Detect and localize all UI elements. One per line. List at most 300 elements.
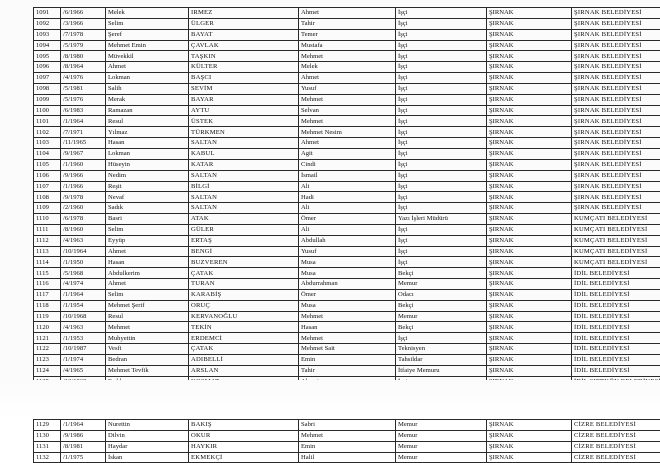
- job-title-cell: İşçi: [396, 138, 487, 149]
- birth-date-cell: /4/1963: [61, 322, 106, 333]
- row-number-cell: 1096: [34, 62, 61, 73]
- father-name-cell: Agit: [299, 148, 396, 159]
- job-title-cell: Memur: [396, 311, 487, 322]
- province-cell: ŞIRNAK: [487, 289, 572, 300]
- last-name-cell: BUZVEREN: [189, 257, 299, 268]
- first-name-cell: Basri: [106, 214, 189, 225]
- province-cell: ŞIRNAK: [487, 138, 572, 149]
- row-number-cell: 1098: [34, 83, 61, 94]
- institution-cell: İDİL BELEDİYESİ: [572, 300, 660, 311]
- first-name-cell: Salih: [106, 83, 189, 94]
- last-name-cell: SALTAN: [189, 138, 299, 149]
- birth-date-cell: /7/1978: [61, 29, 106, 40]
- province-cell: ŞIRNAK: [487, 344, 572, 355]
- institution-cell: İDİL BELEDİYESİ: [572, 322, 660, 333]
- province-cell: ŞIRNAK: [487, 73, 572, 84]
- birth-date-cell: /8/1980: [61, 51, 106, 62]
- father-name-cell: Mustafa: [299, 40, 396, 51]
- birth-date-cell: /9/1967: [61, 148, 106, 159]
- province-cell: ŞIRNAK: [487, 322, 572, 333]
- row-number-cell: 1094: [34, 40, 61, 51]
- table-row: [34, 18, 660, 29]
- birth-date-cell: /4/1976: [61, 73, 106, 84]
- table-row: [34, 192, 660, 203]
- institution-cell: İDİL BELEDİYESİ: [572, 365, 660, 376]
- institution-cell: ŞIRNAK BELEDİYESİ: [572, 181, 660, 192]
- province-cell: ŞIRNAK: [487, 214, 572, 225]
- last-name-cell: BİLGİ: [189, 181, 299, 192]
- job-title-cell: İşçi: [396, 8, 487, 19]
- institution-cell: KUMÇATI BELEDİYESİ: [572, 257, 660, 268]
- job-title-cell: İşçi: [396, 235, 487, 246]
- first-name-cell: Dilvin: [106, 430, 189, 441]
- last-name-cell: ÜLGER: [189, 18, 299, 29]
- row-number-cell: 1097: [34, 73, 61, 84]
- job-title-cell: İşçi: [396, 127, 487, 138]
- job-title-cell: İşçi: [396, 51, 487, 62]
- table-row: [34, 214, 660, 225]
- father-name-cell: Mehmet Sait: [299, 344, 396, 355]
- first-name-cell: Mehmet Emin: [106, 40, 189, 51]
- institution-cell: CİZRE BELEDİYESİ: [572, 452, 660, 463]
- row-number-cell: 1110: [34, 214, 61, 225]
- father-name-cell: İsmail: [299, 170, 396, 181]
- first-name-cell: Melek: [106, 8, 189, 19]
- father-name-cell: Hadi: [299, 192, 396, 203]
- job-title-cell: İşçi: [396, 333, 487, 344]
- institution-cell: İDİL BELEDİYESİ: [572, 311, 660, 322]
- row-number-cell: 1109: [34, 203, 61, 214]
- birth-date-cell: /1/1964: [61, 116, 106, 127]
- institution-cell: ŞIRNAK BELEDİYESİ: [572, 18, 660, 29]
- table-row: [34, 116, 660, 127]
- birth-date-cell: /1/1964: [61, 420, 106, 431]
- row-number-cell: 1102: [34, 127, 61, 138]
- province-cell: ŞIRNAK: [487, 365, 572, 376]
- job-title-cell: Tahsildar: [396, 355, 487, 366]
- institution-cell: ŞIRNAK BELEDİYESİ: [572, 116, 660, 127]
- table-row: [34, 62, 660, 73]
- father-name-cell: Abdurrahman: [299, 279, 396, 290]
- father-name-cell: Ahmet: [299, 138, 396, 149]
- birth-date-cell: /5/1968: [61, 268, 106, 279]
- row-number-cell: 1092: [34, 18, 61, 29]
- institution-cell: ŞIRNAK BELEDİYESİ: [572, 203, 660, 214]
- birth-date-cell: /10/1968: [61, 311, 106, 322]
- institution-cell: ŞIRNAK BELEDİYESİ: [572, 94, 660, 105]
- birth-date-cell: /2/1960: [61, 203, 106, 214]
- table-row: [34, 322, 660, 333]
- last-name-cell: TURAN: [189, 279, 299, 290]
- job-title-cell: İşçi: [396, 83, 487, 94]
- table-row: [34, 257, 660, 268]
- table-row: [34, 452, 660, 463]
- father-name-cell: Sabri: [299, 420, 396, 431]
- province-cell: ŞIRNAK: [487, 8, 572, 19]
- last-name-cell: ORUÇ: [189, 300, 299, 311]
- last-name-cell: EKMEKÇİ: [189, 452, 299, 463]
- job-title-cell: Memur: [396, 430, 487, 441]
- birth-date-cell: /4/1974: [61, 279, 106, 290]
- first-name-cell: Resul: [106, 116, 189, 127]
- job-title-cell: İşçi: [396, 40, 487, 51]
- last-name-cell: BAYAR: [189, 94, 299, 105]
- row-number-cell: 1113: [34, 246, 61, 257]
- birth-date-cell: /6/1983: [61, 105, 106, 116]
- father-name-cell: Emin: [299, 441, 396, 452]
- table-row: [34, 51, 660, 62]
- row-number-cell: 1091: [34, 8, 61, 19]
- father-name-cell: Temer: [299, 29, 396, 40]
- page-bottom-margin: [0, 380, 660, 419]
- province-cell: ŞIRNAK: [487, 51, 572, 62]
- father-name-cell: Selvan: [299, 105, 396, 116]
- job-title-cell: İşçi: [396, 105, 487, 116]
- row-number-cell: 1112: [34, 235, 61, 246]
- first-name-cell: Nedim: [106, 170, 189, 181]
- first-name-cell: Müvekkil: [106, 51, 189, 62]
- birth-date-cell: /9/1966: [61, 170, 106, 181]
- father-name-cell: Ömer: [299, 289, 396, 300]
- institution-cell: ŞIRNAK BELEDİYESİ: [572, 159, 660, 170]
- last-name-cell: BAŞCI: [189, 73, 299, 84]
- last-name-cell: SALTAN: [189, 170, 299, 181]
- first-name-cell: Bedran: [106, 355, 189, 366]
- job-title-cell: İşçi: [396, 29, 487, 40]
- row-number-cell: 1093: [34, 29, 61, 40]
- job-title-cell: Yazı İşleri Müdürü: [396, 214, 487, 225]
- province-cell: ŞIRNAK: [487, 311, 572, 322]
- father-name-cell: Halil: [299, 452, 396, 463]
- institution-cell: KUMÇATI BELEDİYESİ: [572, 214, 660, 225]
- institution-cell: ŞIRNAK BELEDİYESİ: [572, 192, 660, 203]
- first-name-cell: Eyyüp: [106, 235, 189, 246]
- province-cell: ŞIRNAK: [487, 170, 572, 181]
- first-name-cell: Ramazan: [106, 105, 189, 116]
- table-row: [34, 29, 660, 40]
- father-name-cell: Ali: [299, 224, 396, 235]
- first-name-cell: Hasan: [106, 138, 189, 149]
- province-cell: ŞIRNAK: [487, 268, 572, 279]
- province-cell: ŞIRNAK: [487, 224, 572, 235]
- job-title-cell: İşçi: [396, 148, 487, 159]
- row-number-cell: 1118: [34, 300, 61, 311]
- table-row: [34, 311, 660, 322]
- row-number-cell: 1119: [34, 311, 61, 322]
- birth-date-cell: /5/1981: [61, 83, 106, 94]
- institution-cell: ŞIRNAK BELEDİYESİ: [572, 29, 660, 40]
- father-name-cell: Mehmet: [299, 430, 396, 441]
- table-row: [34, 224, 660, 235]
- job-title-cell: İşçi: [396, 224, 487, 235]
- row-number-cell: 1105: [34, 159, 61, 170]
- institution-cell: ŞIRNAK BELEDİYESİ: [572, 62, 660, 73]
- institution-cell: CİZRE BELEDİYESİ: [572, 420, 660, 431]
- table-row: [34, 246, 660, 257]
- province-cell: ŞIRNAK: [487, 181, 572, 192]
- father-name-cell: Musa: [299, 268, 396, 279]
- last-name-cell: ÇATAK: [189, 268, 299, 279]
- last-name-cell: KABUL: [189, 148, 299, 159]
- province-cell: ŞIRNAK: [487, 300, 572, 311]
- table-row: [34, 73, 660, 84]
- institution-cell: İDİL BELEDİYESİ: [572, 289, 660, 300]
- birth-date-cell: /5/1979: [61, 40, 106, 51]
- last-name-cell: BENGİ: [189, 246, 299, 257]
- province-cell: ŞIRNAK: [487, 420, 572, 431]
- birth-date-cell: /7/1971: [61, 127, 106, 138]
- first-name-cell: Selim: [106, 289, 189, 300]
- table-row: [34, 40, 660, 51]
- row-number-cell: 1103: [34, 138, 61, 149]
- last-name-cell: KERVANOĞLU: [189, 311, 299, 322]
- job-title-cell: İşçi: [396, 159, 487, 170]
- first-name-cell: Abdulkerim: [106, 268, 189, 279]
- first-name-cell: Lokman: [106, 73, 189, 84]
- institution-cell: İDİL BELEDİYESİ: [572, 344, 660, 355]
- last-name-cell: ERTAŞ: [189, 235, 299, 246]
- row-number-cell: 1099: [34, 94, 61, 105]
- first-name-cell: Hüseyin: [106, 159, 189, 170]
- job-title-cell: Bekçi: [396, 300, 487, 311]
- birth-date-cell: /1/1950: [61, 257, 106, 268]
- job-title-cell: İşçi: [396, 62, 487, 73]
- institution-cell: ŞIRNAK BELEDİYESİ: [572, 170, 660, 181]
- father-name-cell: Mehmet: [299, 51, 396, 62]
- row-number-cell: 1129: [34, 420, 61, 431]
- first-name-cell: Selim: [106, 224, 189, 235]
- last-name-cell: ARSLAN: [189, 365, 299, 376]
- father-name-cell: Abdullah: [299, 235, 396, 246]
- table-row: [34, 203, 660, 214]
- institution-cell: KUMÇATI BELEDİYESİ: [572, 235, 660, 246]
- first-name-cell: Sadık: [106, 203, 189, 214]
- province-cell: ŞIRNAK: [487, 355, 572, 366]
- birth-date-cell: /4/1965: [61, 365, 106, 376]
- birth-date-cell: /4/1963: [61, 235, 106, 246]
- father-name-cell: Yusuf: [299, 83, 396, 94]
- province-cell: ŞIRNAK: [487, 203, 572, 214]
- row-number-cell: 1117: [34, 289, 61, 300]
- table-row: [34, 355, 660, 366]
- job-title-cell: İşçi: [396, 257, 487, 268]
- birth-date-cell: /1/1966: [61, 181, 106, 192]
- table-row: [34, 170, 660, 181]
- row-number-cell: 1095: [34, 51, 61, 62]
- table-row: [34, 279, 660, 290]
- birth-date-cell: /6/1966: [61, 8, 106, 19]
- table-row: [34, 235, 660, 246]
- birth-date-cell: /5/1976: [61, 94, 106, 105]
- first-name-cell: Vesfi: [106, 344, 189, 355]
- job-title-cell: İşçi: [396, 181, 487, 192]
- last-name-cell: GÜLER: [189, 224, 299, 235]
- last-name-cell: TEKİN: [189, 322, 299, 333]
- row-number-cell: 1121: [34, 333, 61, 344]
- birth-date-cell: /8/1981: [61, 441, 106, 452]
- job-title-cell: İşçi: [396, 73, 487, 84]
- father-name-cell: Melek: [299, 62, 396, 73]
- father-name-cell: Mehmet: [299, 311, 396, 322]
- birth-date-cell: /8/1964: [61, 62, 106, 73]
- first-name-cell: Nevaf: [106, 192, 189, 203]
- father-name-cell: Tahir: [299, 18, 396, 29]
- row-number-cell: 1114: [34, 257, 61, 268]
- last-name-cell: SALTAN: [189, 203, 299, 214]
- table-row: [34, 430, 660, 441]
- row-number-cell: 1116: [34, 279, 61, 290]
- birth-date-cell: /1/1975: [61, 452, 106, 463]
- father-name-cell: Ahmet: [299, 73, 396, 84]
- father-name-cell: Ali: [299, 181, 396, 192]
- row-number-cell: 1124: [34, 365, 61, 376]
- table-row: [34, 441, 660, 452]
- first-name-cell: Selim: [106, 18, 189, 29]
- job-title-cell: İşçi: [396, 203, 487, 214]
- birth-date-cell: /9/1986: [61, 430, 106, 441]
- last-name-cell: ÜSTEK: [189, 116, 299, 127]
- job-title-cell: İşçi: [396, 170, 487, 181]
- birth-date-cell: /1/1960: [61, 159, 106, 170]
- institution-cell: ŞIRNAK BELEDİYESİ: [572, 138, 660, 149]
- row-number-cell: 1111: [34, 224, 61, 235]
- job-title-cell: Memur: [396, 452, 487, 463]
- first-name-cell: Şeref: [106, 29, 189, 40]
- first-name-cell: Ahmet: [106, 246, 189, 257]
- table-row: [34, 420, 660, 431]
- table-row: [34, 365, 660, 376]
- row-number-cell: 1122: [34, 344, 61, 355]
- institution-cell: ŞIRNAK BELEDİYESİ: [572, 8, 660, 19]
- last-name-cell: SALTAN: [189, 192, 299, 203]
- table-row: [34, 333, 660, 344]
- job-title-cell: Teknisyen: [396, 344, 487, 355]
- institution-cell: ŞIRNAK BELEDİYESİ: [572, 83, 660, 94]
- father-name-cell: Tahir: [299, 365, 396, 376]
- table-row: [34, 289, 660, 300]
- birth-date-cell: /1/1953: [61, 333, 106, 344]
- last-name-cell: ÇAVLAK: [189, 40, 299, 51]
- job-title-cell: Bekçi: [396, 268, 487, 279]
- institution-cell: KUMÇATI BELEDİYESİ: [572, 246, 660, 257]
- province-cell: ŞIRNAK: [487, 83, 572, 94]
- job-title-cell: Odacı: [396, 289, 487, 300]
- row-number-cell: 1101: [34, 116, 61, 127]
- birth-date-cell: /9/1978: [61, 192, 106, 203]
- first-name-cell: Ahmet: [106, 62, 189, 73]
- father-name-cell: Hasan: [299, 322, 396, 333]
- last-name-cell: ERDEMCİ: [189, 333, 299, 344]
- birth-date-cell: /1/1974: [61, 355, 106, 366]
- province-cell: ŞIRNAK: [487, 40, 572, 51]
- province-cell: ŞIRNAK: [487, 246, 572, 257]
- province-cell: ŞIRNAK: [487, 29, 572, 40]
- row-number-cell: 1130: [34, 430, 61, 441]
- last-name-cell: TÜRKMEN: [189, 127, 299, 138]
- last-name-cell: IRMEZ: [189, 8, 299, 19]
- last-name-cell: SEVİM: [189, 83, 299, 94]
- province-cell: ŞIRNAK: [487, 333, 572, 344]
- first-name-cell: Mehmet Şerif: [106, 300, 189, 311]
- birth-date-cell: /10/1964: [61, 246, 106, 257]
- table-row: [34, 300, 660, 311]
- institution-cell: ŞIRNAK BELEDİYESİ: [572, 127, 660, 138]
- row-number-cell: 1108: [34, 192, 61, 203]
- row-number-cell: 1106: [34, 170, 61, 181]
- last-name-cell: OKUR: [189, 430, 299, 441]
- job-title-cell: Memur: [396, 279, 487, 290]
- last-name-cell: BAYAT: [189, 29, 299, 40]
- father-name-cell: Emin: [299, 355, 396, 366]
- first-name-cell: Muhyettin: [106, 333, 189, 344]
- province-cell: ŞIRNAK: [487, 441, 572, 452]
- father-name-cell: Yusuf: [299, 246, 396, 257]
- province-cell: ŞIRNAK: [487, 452, 572, 463]
- last-name-cell: KATAR: [189, 159, 299, 170]
- table-row: [34, 83, 660, 94]
- last-name-cell: ADIBELLİ: [189, 355, 299, 366]
- institution-cell: ŞIRNAK BELEDİYESİ: [572, 148, 660, 159]
- table-row: [34, 268, 660, 279]
- institution-cell: ŞIRNAK BELEDİYESİ: [572, 105, 660, 116]
- province-cell: ŞIRNAK: [487, 94, 572, 105]
- job-title-cell: İşçi: [396, 116, 487, 127]
- table-row: [34, 344, 660, 355]
- birth-date-cell: /6/1978: [61, 214, 106, 225]
- table-row: [34, 94, 660, 105]
- birth-date-cell: /10/1987: [61, 344, 106, 355]
- job-title-cell: İtfaiye Memuru: [396, 365, 487, 376]
- father-name-cell: Mehmet: [299, 94, 396, 105]
- institution-cell: İDİL BELEDİYESİ: [572, 355, 660, 366]
- last-name-cell: ÇATAK: [189, 344, 299, 355]
- father-name-cell: Ahmet: [299, 8, 396, 19]
- first-name-cell: Ahmet: [106, 279, 189, 290]
- first-name-cell: Mehmet Tevfik: [106, 365, 189, 376]
- first-name-cell: Mehmet: [106, 322, 189, 333]
- last-name-cell: AYTU: [189, 105, 299, 116]
- table-row: [34, 159, 660, 170]
- row-number-cell: 1123: [34, 355, 61, 366]
- institution-cell: İDİL BELEDİYESİ: [572, 268, 660, 279]
- birth-date-cell: /8/1960: [61, 224, 106, 235]
- province-cell: ŞIRNAK: [487, 430, 572, 441]
- table-row: [34, 8, 660, 19]
- province-cell: ŞIRNAK: [487, 116, 572, 127]
- province-cell: ŞIRNAK: [487, 192, 572, 203]
- job-title-cell: Memur: [396, 441, 487, 452]
- row-number-cell: 1107: [34, 181, 61, 192]
- province-cell: ŞIRNAK: [487, 18, 572, 29]
- last-name-cell: BAKIŞ: [189, 420, 299, 431]
- first-name-cell: Merak: [106, 94, 189, 105]
- table-row: [34, 138, 660, 149]
- birth-date-cell: /3/1966: [61, 18, 106, 29]
- job-title-cell: İşçi: [396, 94, 487, 105]
- province-cell: ŞIRNAK: [487, 127, 572, 138]
- father-name-cell: Mehmet: [299, 333, 396, 344]
- province-cell: ŞIRNAK: [487, 105, 572, 116]
- institution-cell: İDİL BELEDİYESİ: [572, 279, 660, 290]
- father-name-cell: Ömer: [299, 214, 396, 225]
- institution-cell: İDİL BELEDİYESİ: [572, 333, 660, 344]
- row-number-cell: 1100: [34, 105, 61, 116]
- father-name-cell: Mehmet Nesim: [299, 127, 396, 138]
- institution-cell: KUMÇATI BELEDİYESİ: [572, 224, 660, 235]
- province-cell: ŞIRNAK: [487, 148, 572, 159]
- province-cell: ŞIRNAK: [487, 235, 572, 246]
- father-name-cell: Musa: [299, 257, 396, 268]
